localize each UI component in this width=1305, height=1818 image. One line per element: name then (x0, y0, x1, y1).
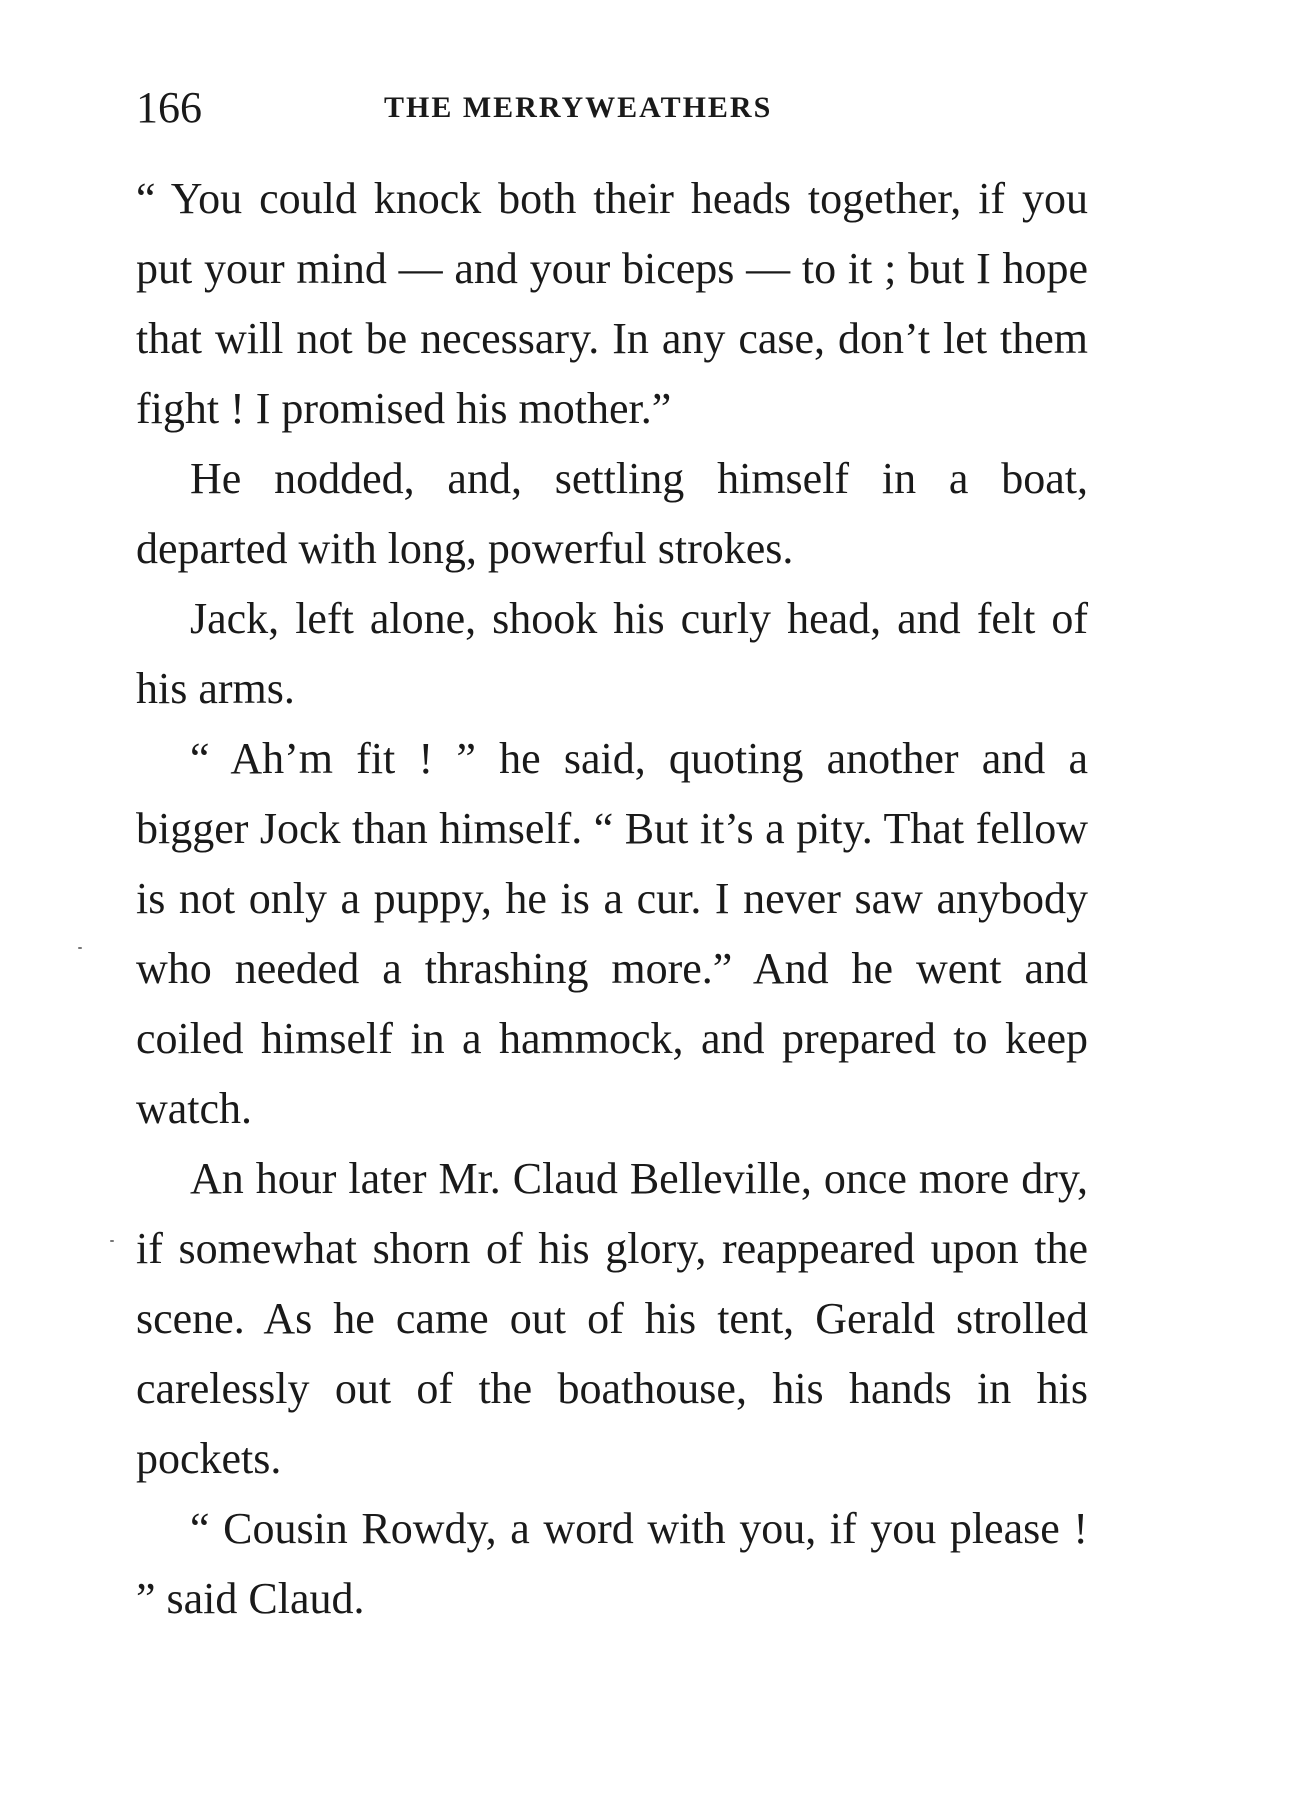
paper-speck (110, 1240, 114, 1242)
paragraph: “ Cousin Rowdy, a word with you, if you please ! ” said Claud. (136, 1504, 1088, 1623)
paragraph: He nodded, and, settling himself in a boat, departed with long, powerful strokes. (136, 454, 1088, 573)
paragraph: An hour later Mr. Claud Belleville, once more dry, if somewhat shorn of his glory, reappeared upon the scene. As he came out of his tent, Gerald strolled carelessly out of the boathouse, his hands in his pockets. (136, 1154, 1088, 1483)
page-header (136, 78, 1096, 138)
paragraph: “ Ah’m fit ! ” he said, quoting another and a bigger Jock than himself. “ But it’s a pity. That fellow is not only a puppy, he is a cur. I never saw anybody who needed a thrashing more.” And he went and coiled himself in a hammock, and prepared to keep watch. (136, 734, 1088, 1133)
paragraph: “ You could knock both their heads together, if you put your mind — and your biceps — to it ; but I hope that will not be necessary. In any case, don’t let them fight ! I promised his mother.” (136, 174, 1088, 433)
paragraph: Jack, left alone, shook his curly head, and felt of his arms. (136, 594, 1088, 713)
page-number: 166 (136, 83, 202, 132)
paper-speck (78, 947, 82, 949)
body-text (136, 164, 1088, 1634)
running-title: THE MERRYWEATHERS (384, 91, 773, 124)
